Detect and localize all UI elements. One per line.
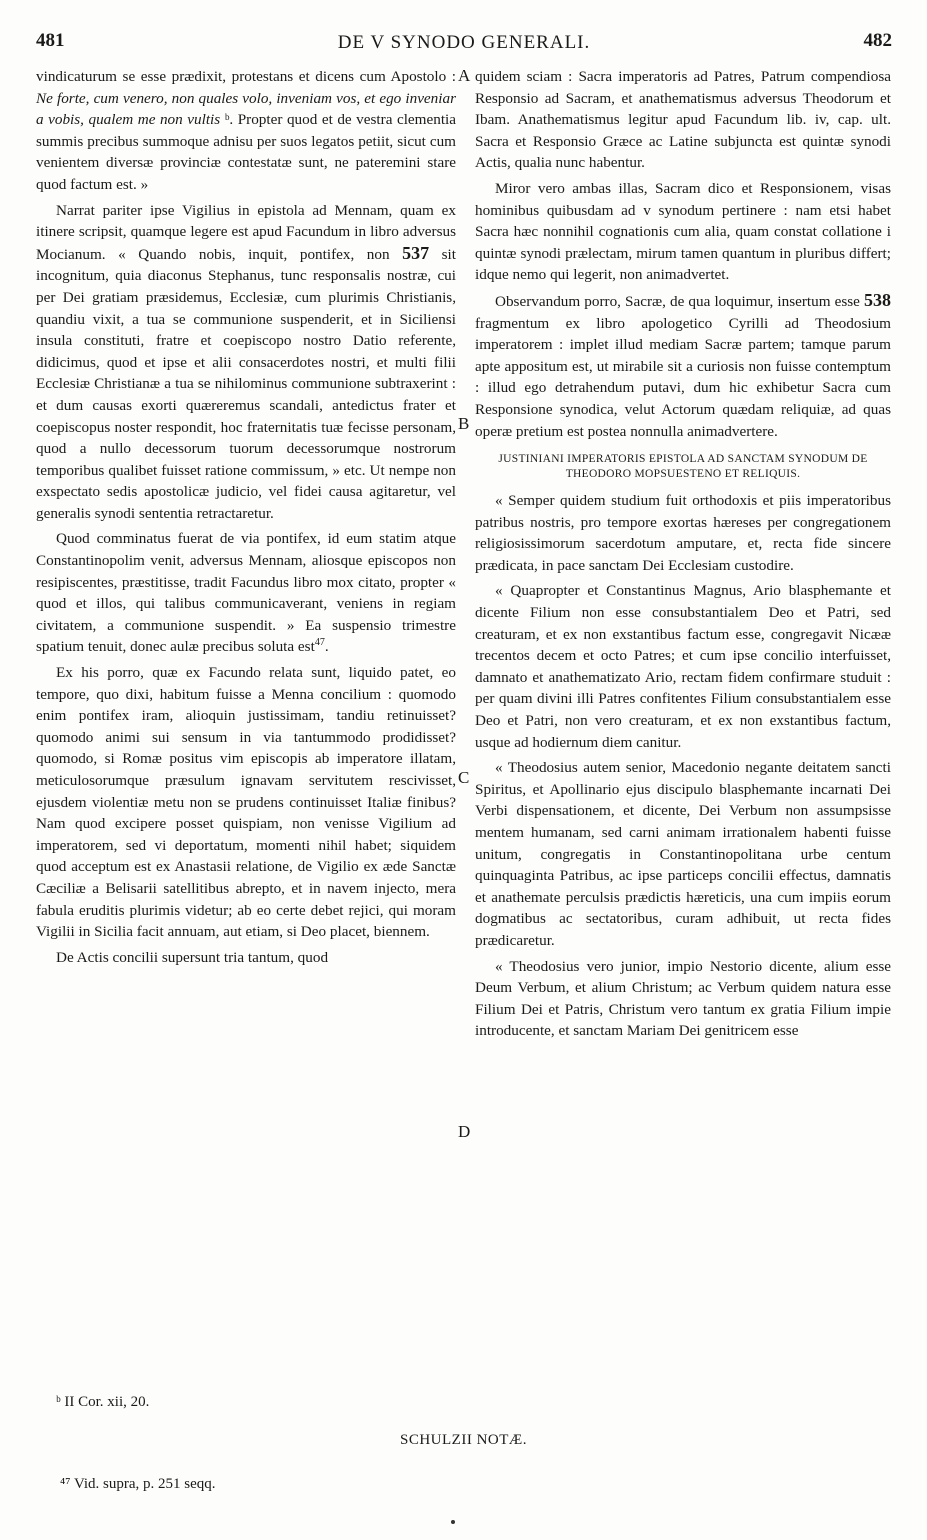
- paragraph: « Theodosius autem senior, Macedonio negante deitatem sancti Spiritus, et Apollinario ejus discipulo blasphemante incarnati Dei Verbi dispensationem, et dicente, Dei Verbum non assumpsisse mentem humanam, sed carni animam irrationalem habenti fuisse unitum, congregatis in Constantinopolitana urbe centum quinquaginta Patribus, ac ipse particeps concilii effectus, damnatis et anathemate perculsis prædictis hæreticis, una cum impiis eorum dogmatibus ac sectatoribus, curam adhibuit, ut recta fides prædicaretur.: [475, 759, 891, 949]
- text-run: Narrat pariter ipse Vigilius in epistola ad Mennam, quam ex itinere scripsit, quamque legere est apud Facundum in libro adversus Mocianum. « Quando nobis, inquit, pontifex, non: [36, 201, 456, 263]
- text-run: Quod comminatus fuerat de via pontifex, id eum statim atque Constantinopolim venit, adversus Mennam, aliosque episcopos non resipiscentes, præstitisse, tradit Facundus libro mox citato, propter « quod et illos, qui talibus communicaverant, veniens in regiam civitatem, a communione suspendit. » Ea suspensio trimestre spatium tenuit, donec aulæ precibus soluta est: [36, 530, 456, 656]
- text-run: .: [324, 638, 329, 656]
- paragraph: [36, 528, 456, 658]
- paragraph: [36, 200, 456, 525]
- paragraph: « Quapropter et Constantinus Magnus, Ario blasphemante et dicente Filium non esse consubstantialem Deo et Patri, sed creaturam, et ex non exstantibus factum esse, congregavit Nicææ trecentos decem et octo Patres; et cum ipse concilio interfuisset, damnato et anathematizato Ario, rectam fidem confirmare studuit : per quam divini illi Patres confitentes Filium consubstantialem esse Deo et Patri, non vero creaturam, et ex non exstantibus factum, usque ad hodiernum diem canitur.: [475, 582, 891, 751]
- page-header: [36, 30, 892, 60]
- footnote-47: ⁴⁷ Vid. supra, p. 251 seqq.: [60, 1476, 216, 1492]
- text-run: sit incognitum, quia diaconus Stephanus, tunc responsalis nostræ, cui per Dei gratiam præsidemus, Ecclesiæ, cum plurimis Christianis, quandiu vixit, a tua se communione suspenderit, et in Siciliensi insula constituti, fratre et coepiscopo nostro Datio referente, didicimus, quod et ipse et alii consacerdotes nostri, et multi filii Ecclesiæ Christianæ a tua se nihilominus communione subtraxerint : et dum causas exorti quæreremus scandali, antedictus frater et coepiscopus noster respondit, hoc fraternitatis tuæ fecisse personam, quod a nullo decessorum tuorum decessorumque nostrorum temporibus qualibet fuisset ratione commissum, » etc. Ut nempe non exspectato sedis apostolicæ judicio, vel fidei causa agitaretur, vel generalis synodi sententia retractaretur.: [36, 245, 456, 522]
- paragraph: quidem sciam : Sacra imperatoris ad Patres, Patrum compendiosa Responsio ad Sacram, et anathematismus adversus Theodorum et Ibam. Anathematismus legitur apud Facundum lib. iv, cap. ult. Sacra et Responsio Græce ac Latine subjuncta est quintæ synodi Actis, qualia nunc habentur.: [475, 68, 891, 172]
- paragraph: « Theodosius vero junior, impio Nestorio dicente, alium esse Deum Verbum, et alium Christum; ac Verbum quidem natura esse Filium Dei et Patris, Christum vero tantum ex gratia Filium impie introducente, et sanctam Mariam Dei genitricem esse: [475, 957, 891, 1040]
- margin-marker-d: D: [458, 1122, 471, 1141]
- paragraph: De Actis concilii supersunt tria tantum, quod: [56, 948, 329, 966]
- footnote-b: ᵇ II Cor. xii, 20.: [56, 1394, 150, 1410]
- paragraph: Ex his porro, quæ ex Facundo relata sunt, liquido patet, eo tempore, quo dixi, habitum fuisse a Menna concilium : quomodo enim pontifex iram, alioquin justissimam, tandiu retinuisset? quomodo animi sui sensum in via tantummodo prodidisset? quomodo, si Romæ positus vim episcopis ab imperatore illatam, meticulosorumque præsulum ignavam servitutem rescivisset, ejusdem violentiæ metu non se prudens continuisset Italiæ finibus? Nam quod excipere posset quispiam, non venisse Vigilium ad imperatorem, sed vi deportatum, momenti nihil habet; siquidem quod acceptum est ex Anastasii relatione, de Vigilio ex æde Sanctæ Cæciliæ a Belisarii satellitibus abrepto, et in navem injecto, mera fabula eruditis plurimis videtur; ab eo certe debet rejici, qui moram Vigilii in Sicilia facit annuam, aut etiam, si Deo placet, biennem.: [36, 664, 456, 941]
- margin-marker-c: C: [458, 768, 470, 787]
- text-run: vindicaturum se esse prædixit, protestans et dicens cum Apostolo :: [36, 68, 456, 85]
- notes-heading: SCHULZII NOTÆ.: [400, 1432, 527, 1448]
- text-run: ᵇ. Propter quod et de vestra clementia summis precibus summoque adnisu per suos legatos petiit, sicut cum venientem diversæ provinciæ contestatæ sunt, ne pateremini stare quod factum est. »: [36, 111, 456, 193]
- text-run: fragmentum ex libro apologetico Cyrilli ad Theodosium imperatorem : implet illud mediam Sacræ partem; tamque parum apte appositum est, ut mirabile sit a curiosis non fuisse contemptum : illud ego detrahendum putavi, dum hic exhibetur Sacra cum Responsione synodica, velut Actorum quædam reliquiæ, ad quas operæ pretium est postea nonnulla animadvertere.: [475, 314, 891, 440]
- paragraph: Miror vero ambas illas, Sacram dico et Responsionem, visas hominibus quibusdam ad v synodum pertinere : nam etsi habet Sacra hæc nonnihil cognationis cum alia, quam constat collatione i quintæ synodi prælectam, mirum tamen quantum in pluribus differt; idque nemo qui legerit, non animadvertet.: [475, 179, 891, 284]
- margin-marker-a: A: [458, 66, 471, 85]
- margin-marker-b: B: [458, 414, 470, 433]
- section-heading: JUSTINIANI IMPERATORIS EPISTOLA AD SANCTAM SYNODUM DE THEODORO MOPSUESTENO ET RELIQUIS.: [498, 453, 868, 481]
- italic-quote: Ne forte, cum venero, non quales volo, inveniam vos, et ego inveniar a vobis, qualem me non vultis: [36, 89, 456, 129]
- text-run: Observandum porro, Sacræ, de qua loquimur, insertum esse: [495, 292, 864, 310]
- paragraph: [475, 290, 891, 442]
- page-number-right: 482: [863, 30, 892, 51]
- paragraph: [36, 66, 456, 196]
- edition-column-number: 538: [864, 289, 891, 310]
- right-column: [475, 66, 891, 1046]
- note-reference: 47: [314, 637, 325, 649]
- running-title: DE V SYNODO GENERALI.: [337, 32, 591, 53]
- print-dot: [451, 1520, 455, 1524]
- left-column: [36, 66, 456, 972]
- edition-column-number: 537: [402, 242, 430, 263]
- paragraph: « Semper quidem studium fuit orthodoxis et piis imperatoribus patribus nostris, pro tempore exortas hæreses per congregationem religiosissimorum sacerdotum amputare, et, recta fide sincere prædicata, in pace sanctam Dei Ecclesiam custodire.: [475, 492, 891, 574]
- page-number-left: 481: [36, 30, 65, 51]
